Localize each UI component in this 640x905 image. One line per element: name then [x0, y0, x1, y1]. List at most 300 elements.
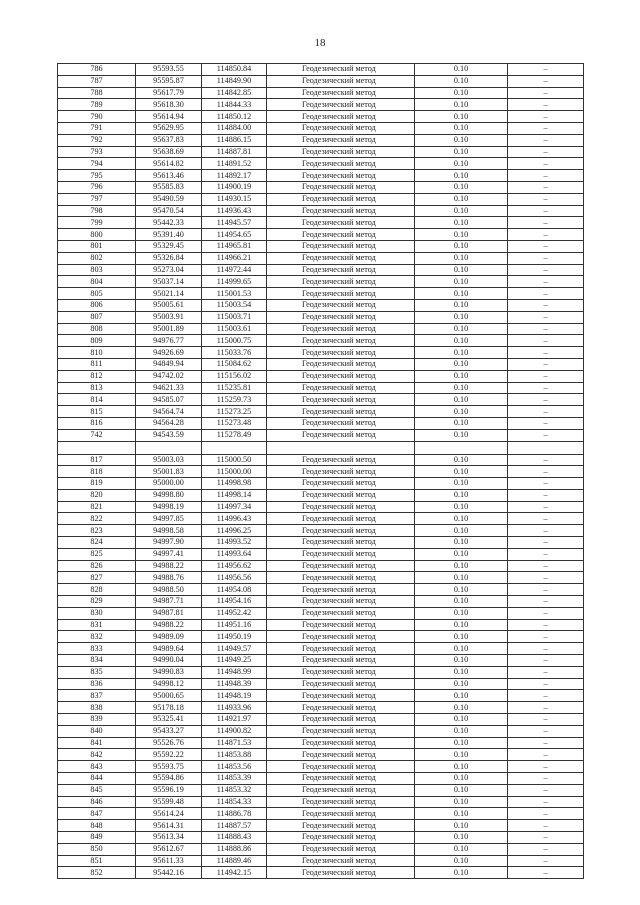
method-cell: Геодезический метод	[267, 537, 415, 549]
point-number-cell: 826	[58, 560, 136, 572]
method-cell: Геодезический метод	[267, 501, 415, 513]
error-cell: 0.10	[415, 429, 508, 441]
point-number-cell: 787	[58, 75, 136, 87]
point-number-cell: 821	[58, 501, 136, 513]
note-cell: –	[508, 867, 584, 879]
error-cell: 0.10	[415, 702, 508, 714]
method-cell: Геодезический метод	[267, 761, 415, 773]
table-row	[58, 678, 584, 690]
method-cell: Геодезический метод	[267, 299, 415, 311]
note-cell: –	[508, 394, 584, 406]
point-number-cell: 796	[58, 181, 136, 193]
y-coordinate-cell: 114853.39	[202, 773, 267, 785]
method-cell: Геодезический метод	[267, 796, 415, 808]
note-cell: –	[508, 193, 584, 205]
error-cell: 0.10	[415, 217, 508, 229]
table-row	[58, 501, 584, 513]
error-cell: 0.10	[415, 820, 508, 832]
x-coordinate-cell: 95001.83	[136, 466, 202, 478]
x-coordinate-cell: 95000.65	[136, 690, 202, 702]
point-number-cell: 827	[58, 572, 136, 584]
table-row	[58, 749, 584, 761]
note-cell: –	[508, 205, 584, 217]
method-cell: Геодезический метод	[267, 773, 415, 785]
table-row	[58, 832, 584, 844]
y-coordinate-cell: 114930.15	[202, 193, 267, 205]
note-cell: –	[508, 217, 584, 229]
point-number-cell: 806	[58, 299, 136, 311]
note-cell: –	[508, 513, 584, 525]
y-coordinate-cell: 114993.64	[202, 548, 267, 560]
empty-cell	[58, 441, 136, 454]
x-coordinate-cell: 94990.04	[136, 655, 202, 667]
table-row	[58, 276, 584, 288]
note-cell: –	[508, 655, 584, 667]
table-row	[58, 548, 584, 560]
x-coordinate-cell: 95638.69	[136, 146, 202, 158]
y-coordinate-cell: 114951.16	[202, 619, 267, 631]
error-cell: 0.10	[415, 725, 508, 737]
x-coordinate-cell: 94543.59	[136, 429, 202, 441]
error-cell: 0.10	[415, 666, 508, 678]
error-cell: 0.10	[415, 548, 508, 560]
y-coordinate-cell: 114998.98	[202, 478, 267, 490]
method-cell: Геодезический метод	[267, 240, 415, 252]
coordinates-table	[57, 63, 584, 879]
error-cell: 0.10	[415, 111, 508, 123]
y-coordinate-cell: 114993.52	[202, 537, 267, 549]
x-coordinate-cell: 94998.58	[136, 525, 202, 537]
y-coordinate-cell: 114886.15	[202, 134, 267, 146]
error-cell: 0.10	[415, 122, 508, 134]
error-cell: 0.10	[415, 501, 508, 513]
method-cell: Геодезический метод	[267, 122, 415, 134]
y-coordinate-cell: 114954.65	[202, 229, 267, 241]
table-row	[58, 631, 584, 643]
table-row	[58, 619, 584, 631]
x-coordinate-cell: 95614.31	[136, 820, 202, 832]
y-coordinate-cell: 114850.12	[202, 111, 267, 123]
error-cell: 0.10	[415, 193, 508, 205]
error-cell: 0.10	[415, 572, 508, 584]
note-cell: –	[508, 75, 584, 87]
note-cell: –	[508, 122, 584, 134]
table-row	[58, 584, 584, 596]
note-cell: –	[508, 478, 584, 490]
method-cell: Геодезический метод	[267, 205, 415, 217]
error-cell: 0.10	[415, 808, 508, 820]
y-coordinate-cell: 114850.84	[202, 64, 267, 76]
error-cell: 0.10	[415, 170, 508, 182]
method-cell: Геодезический метод	[267, 725, 415, 737]
method-cell: Геодезический метод	[267, 99, 415, 111]
x-coordinate-cell: 94989.09	[136, 631, 202, 643]
error-cell: 0.10	[415, 240, 508, 252]
point-number-cell: 850	[58, 843, 136, 855]
point-number-cell: 804	[58, 276, 136, 288]
x-coordinate-cell: 95005.61	[136, 299, 202, 311]
x-coordinate-cell: 95592.22	[136, 749, 202, 761]
method-cell: Геодезический метод	[267, 170, 415, 182]
method-cell: Геодезический метод	[267, 158, 415, 170]
error-cell: 0.10	[415, 299, 508, 311]
note-cell: –	[508, 229, 584, 241]
x-coordinate-cell: 95442.16	[136, 867, 202, 879]
note-cell: –	[508, 796, 584, 808]
table-row	[58, 382, 584, 394]
point-number-cell: 786	[58, 64, 136, 76]
error-cell: 0.10	[415, 584, 508, 596]
y-coordinate-cell: 114954.16	[202, 596, 267, 608]
table-row	[58, 855, 584, 867]
method-cell: Геодезический метод	[267, 64, 415, 76]
table-row	[58, 99, 584, 111]
note-cell: –	[508, 501, 584, 513]
table-row	[58, 596, 584, 608]
y-coordinate-cell: 115003.71	[202, 311, 267, 323]
point-number-cell: 851	[58, 855, 136, 867]
table-row	[58, 666, 584, 678]
note-cell: –	[508, 181, 584, 193]
error-cell: 0.10	[415, 749, 508, 761]
x-coordinate-cell: 95599.48	[136, 796, 202, 808]
y-coordinate-cell: 115278.49	[202, 429, 267, 441]
table-row	[58, 843, 584, 855]
note-cell: –	[508, 417, 584, 429]
note-cell: –	[508, 820, 584, 832]
note-cell: –	[508, 454, 584, 466]
note-cell: –	[508, 64, 584, 76]
error-cell: 0.10	[415, 655, 508, 667]
x-coordinate-cell: 95000.00	[136, 478, 202, 490]
method-cell: Геодезический метод	[267, 855, 415, 867]
error-cell: 0.10	[415, 843, 508, 855]
table-row	[58, 240, 584, 252]
method-cell: Геодезический метод	[267, 111, 415, 123]
table-row	[58, 394, 584, 406]
method-cell: Геодезический метод	[267, 643, 415, 655]
method-cell: Геодезический метод	[267, 382, 415, 394]
x-coordinate-cell: 94564.28	[136, 417, 202, 429]
error-cell: 0.10	[415, 773, 508, 785]
error-cell: 0.10	[415, 394, 508, 406]
x-coordinate-cell: 94621.33	[136, 382, 202, 394]
error-cell: 0.10	[415, 335, 508, 347]
point-number-cell: 848	[58, 820, 136, 832]
y-coordinate-cell: 114972.44	[202, 264, 267, 276]
table-row	[58, 784, 584, 796]
empty-cell	[136, 441, 202, 454]
note-cell: –	[508, 773, 584, 785]
point-number-cell: 845	[58, 784, 136, 796]
x-coordinate-cell: 95329.45	[136, 240, 202, 252]
point-number-cell: 788	[58, 87, 136, 99]
table-row	[58, 572, 584, 584]
point-number-cell: 808	[58, 323, 136, 335]
x-coordinate-cell: 95613.34	[136, 832, 202, 844]
table-row	[58, 122, 584, 134]
table-row	[58, 808, 584, 820]
method-cell: Геодезический метод	[267, 252, 415, 264]
method-cell: Геодезический метод	[267, 525, 415, 537]
table-row	[58, 454, 584, 466]
method-cell: Геодезический метод	[267, 311, 415, 323]
error-cell: 0.10	[415, 406, 508, 418]
x-coordinate-cell: 95629.95	[136, 122, 202, 134]
y-coordinate-cell: 115000.00	[202, 466, 267, 478]
x-coordinate-cell: 95325.41	[136, 714, 202, 726]
x-coordinate-cell: 94988.22	[136, 560, 202, 572]
x-coordinate-cell: 94998.12	[136, 678, 202, 690]
note-cell: –	[508, 158, 584, 170]
x-coordinate-cell: 94976.77	[136, 335, 202, 347]
table-row	[58, 229, 584, 241]
method-cell: Геодезический метод	[267, 832, 415, 844]
note-cell: –	[508, 299, 584, 311]
y-coordinate-cell: 114921.97	[202, 714, 267, 726]
method-cell: Геодезический метод	[267, 678, 415, 690]
point-number-cell: 824	[58, 537, 136, 549]
method-cell: Геодезический метод	[267, 584, 415, 596]
note-cell: –	[508, 311, 584, 323]
x-coordinate-cell: 95003.91	[136, 311, 202, 323]
error-cell: 0.10	[415, 607, 508, 619]
x-coordinate-cell: 95614.94	[136, 111, 202, 123]
table-row	[58, 252, 584, 264]
y-coordinate-cell: 115003.61	[202, 323, 267, 335]
error-cell: 0.10	[415, 181, 508, 193]
y-coordinate-cell: 114887.81	[202, 146, 267, 158]
point-number-cell: 849	[58, 832, 136, 844]
point-number-cell: 841	[58, 737, 136, 749]
error-cell: 0.10	[415, 87, 508, 99]
x-coordinate-cell: 95593.55	[136, 64, 202, 76]
point-number-cell: 830	[58, 607, 136, 619]
x-coordinate-cell: 95614.24	[136, 808, 202, 820]
error-cell: 0.10	[415, 867, 508, 879]
table-row	[58, 311, 584, 323]
note-cell: –	[508, 358, 584, 370]
error-cell: 0.10	[415, 737, 508, 749]
y-coordinate-cell: 114956.62	[202, 560, 267, 572]
point-number-cell: 809	[58, 335, 136, 347]
y-coordinate-cell: 114952.42	[202, 607, 267, 619]
note-cell: –	[508, 843, 584, 855]
x-coordinate-cell: 94998.19	[136, 501, 202, 513]
error-cell: 0.10	[415, 323, 508, 335]
method-cell: Геодезический метод	[267, 335, 415, 347]
error-cell: 0.10	[415, 454, 508, 466]
note-cell: –	[508, 572, 584, 584]
y-coordinate-cell: 114853.56	[202, 761, 267, 773]
error-cell: 0.10	[415, 358, 508, 370]
x-coordinate-cell: 95003.03	[136, 454, 202, 466]
point-number-cell: 835	[58, 666, 136, 678]
error-cell: 0.10	[415, 478, 508, 490]
method-cell: Геодезический метод	[267, 690, 415, 702]
y-coordinate-cell: 114999.65	[202, 276, 267, 288]
method-cell: Геодезический метод	[267, 370, 415, 382]
note-cell: –	[508, 560, 584, 572]
point-number-cell: 803	[58, 264, 136, 276]
table-row	[58, 737, 584, 749]
x-coordinate-cell: 95611.33	[136, 855, 202, 867]
point-number-cell: 792	[58, 134, 136, 146]
note-cell: –	[508, 276, 584, 288]
table-row	[58, 288, 584, 300]
method-cell: Геодезический метод	[267, 217, 415, 229]
table-row	[58, 478, 584, 490]
table-row	[58, 773, 584, 785]
x-coordinate-cell: 95433.27	[136, 725, 202, 737]
table-row	[58, 146, 584, 158]
table-row	[58, 702, 584, 714]
error-cell: 0.10	[415, 784, 508, 796]
error-cell: 0.10	[415, 264, 508, 276]
method-cell: Геодезический метод	[267, 548, 415, 560]
note-cell: –	[508, 99, 584, 111]
x-coordinate-cell: 95617.79	[136, 87, 202, 99]
error-cell: 0.10	[415, 347, 508, 359]
error-cell: 0.10	[415, 466, 508, 478]
point-number-cell: 820	[58, 489, 136, 501]
x-coordinate-cell: 95326.84	[136, 252, 202, 264]
error-cell: 0.10	[415, 560, 508, 572]
method-cell: Геодезический метод	[267, 749, 415, 761]
y-coordinate-cell: 114900.82	[202, 725, 267, 737]
y-coordinate-cell: 114949.57	[202, 643, 267, 655]
point-number-cell: 822	[58, 513, 136, 525]
table-row	[58, 607, 584, 619]
note-cell: –	[508, 347, 584, 359]
x-coordinate-cell: 94998.80	[136, 489, 202, 501]
x-coordinate-cell: 94997.85	[136, 513, 202, 525]
point-number-cell: 811	[58, 358, 136, 370]
note-cell: –	[508, 382, 584, 394]
error-cell: 0.10	[415, 158, 508, 170]
error-cell: 0.10	[415, 525, 508, 537]
method-cell: Геодезический метод	[267, 513, 415, 525]
table-row	[58, 75, 584, 87]
method-cell: Геодезический метод	[267, 264, 415, 276]
method-cell: Геодезический метод	[267, 429, 415, 441]
note-cell: –	[508, 631, 584, 643]
table-row	[58, 87, 584, 99]
x-coordinate-cell: 95001.89	[136, 323, 202, 335]
note-cell: –	[508, 370, 584, 382]
method-cell: Геодезический метод	[267, 288, 415, 300]
error-cell: 0.10	[415, 855, 508, 867]
error-cell: 0.10	[415, 276, 508, 288]
note-cell: –	[508, 607, 584, 619]
table-row	[58, 370, 584, 382]
method-cell: Геодезический метод	[267, 572, 415, 584]
x-coordinate-cell: 95391.40	[136, 229, 202, 241]
method-cell: Геодезический метод	[267, 323, 415, 335]
x-coordinate-cell: 94585.07	[136, 394, 202, 406]
table-row	[58, 358, 584, 370]
note-cell: –	[508, 264, 584, 276]
x-coordinate-cell: 95526.76	[136, 737, 202, 749]
x-coordinate-cell: 95593.75	[136, 761, 202, 773]
x-coordinate-cell: 94997.41	[136, 548, 202, 560]
note-cell: –	[508, 619, 584, 631]
note-cell: –	[508, 146, 584, 158]
point-number-cell: 797	[58, 193, 136, 205]
y-coordinate-cell: 114949.25	[202, 655, 267, 667]
error-cell: 0.10	[415, 370, 508, 382]
method-cell: Геодезический метод	[267, 87, 415, 99]
method-cell: Геодезический метод	[267, 666, 415, 678]
error-cell: 0.10	[415, 489, 508, 501]
x-coordinate-cell: 94988.76	[136, 572, 202, 584]
y-coordinate-cell: 115156.02	[202, 370, 267, 382]
y-coordinate-cell: 114853.32	[202, 784, 267, 796]
y-coordinate-cell: 115003.54	[202, 299, 267, 311]
error-cell: 0.10	[415, 631, 508, 643]
x-coordinate-cell: 94742.02	[136, 370, 202, 382]
table-row	[58, 64, 584, 76]
y-coordinate-cell: 114891.52	[202, 158, 267, 170]
point-number-cell: 791	[58, 122, 136, 134]
y-coordinate-cell: 114900.19	[202, 181, 267, 193]
x-coordinate-cell: 95618.30	[136, 99, 202, 111]
y-coordinate-cell: 115273.25	[202, 406, 267, 418]
x-coordinate-cell: 95178.18	[136, 702, 202, 714]
method-cell: Геодезический метод	[267, 229, 415, 241]
note-cell: –	[508, 596, 584, 608]
y-coordinate-cell: 115084.62	[202, 358, 267, 370]
method-cell: Геодезический метод	[267, 702, 415, 714]
y-coordinate-cell: 115001.53	[202, 288, 267, 300]
table-row	[58, 158, 584, 170]
point-number-cell: 819	[58, 478, 136, 490]
table-row	[58, 525, 584, 537]
method-cell: Геодезический метод	[267, 193, 415, 205]
page-number: 18	[314, 37, 326, 49]
method-cell: Геодезический метод	[267, 478, 415, 490]
x-coordinate-cell: 94987.71	[136, 596, 202, 608]
method-cell: Геодезический метод	[267, 358, 415, 370]
x-coordinate-cell: 95612.67	[136, 843, 202, 855]
empty-cell	[415, 441, 508, 454]
table-row	[58, 181, 584, 193]
point-number-cell: 843	[58, 761, 136, 773]
point-number-cell: 817	[58, 454, 136, 466]
point-number-cell: 838	[58, 702, 136, 714]
table-row	[58, 264, 584, 276]
x-coordinate-cell: 95273.04	[136, 264, 202, 276]
y-coordinate-cell: 114945.57	[202, 217, 267, 229]
table-row	[58, 513, 584, 525]
method-cell: Геодезический метод	[267, 867, 415, 879]
x-coordinate-cell: 95021.14	[136, 288, 202, 300]
y-coordinate-cell: 114888.86	[202, 843, 267, 855]
point-number-cell: 842	[58, 749, 136, 761]
note-cell: –	[508, 714, 584, 726]
point-number-cell: 846	[58, 796, 136, 808]
method-cell: Геодезический метод	[267, 489, 415, 501]
method-cell: Геодезический метод	[267, 146, 415, 158]
error-cell: 0.10	[415, 99, 508, 111]
table-row	[58, 796, 584, 808]
error-cell: 0.10	[415, 643, 508, 655]
table-row	[58, 134, 584, 146]
y-coordinate-cell: 114954.08	[202, 584, 267, 596]
method-cell: Геодезический метод	[267, 75, 415, 87]
point-number-cell: 805	[58, 288, 136, 300]
note-cell: –	[508, 832, 584, 844]
